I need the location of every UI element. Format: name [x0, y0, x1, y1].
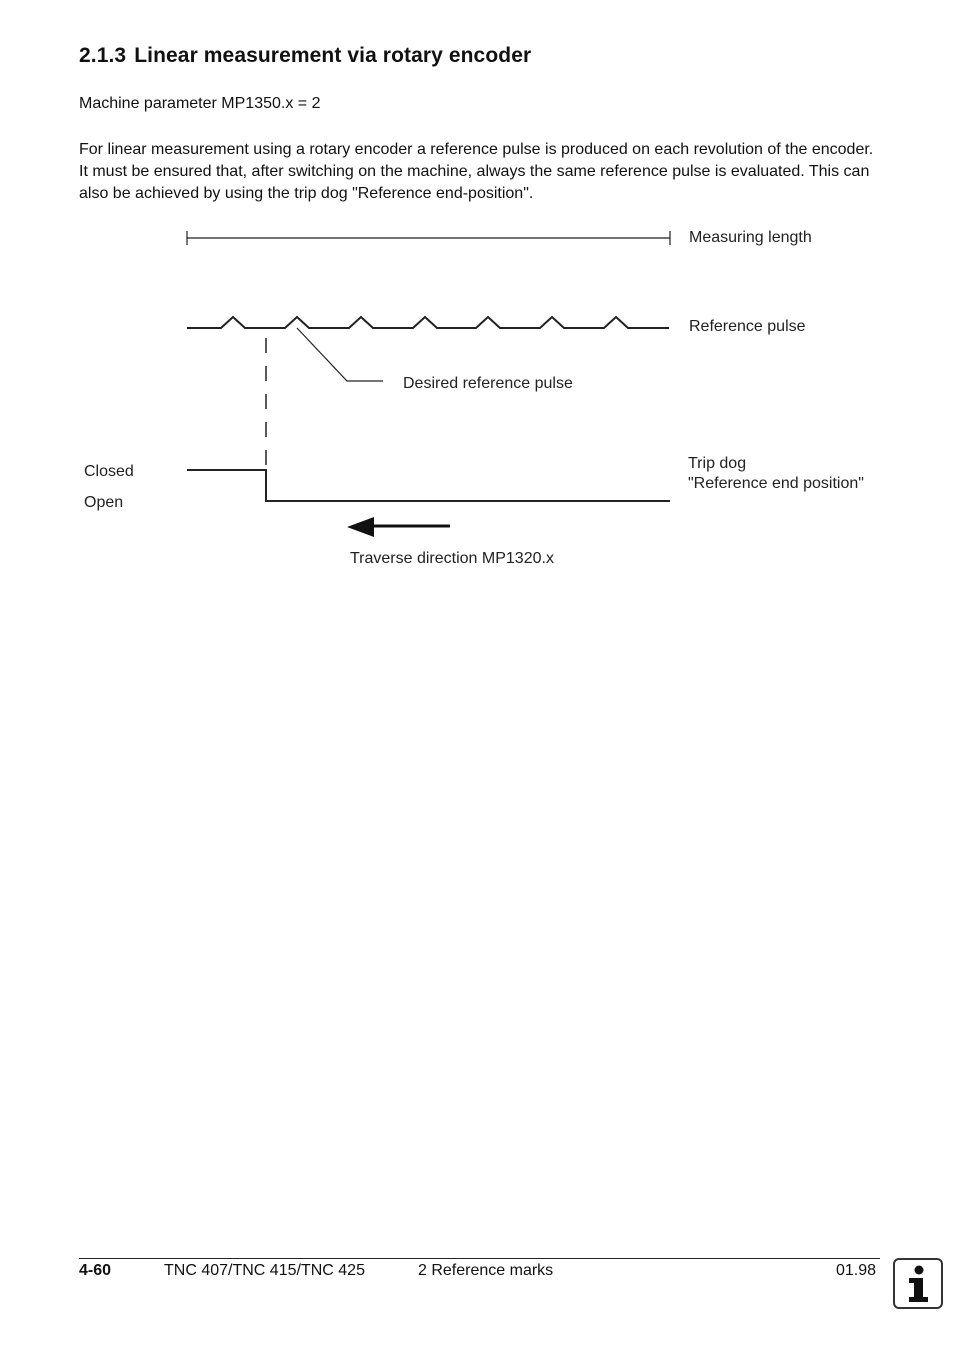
reference-pulse-label: Reference pulse: [689, 318, 806, 335]
traverse-arrow-icon: [347, 517, 450, 537]
desired-reference-pulse-label: Desired reference pulse: [403, 375, 573, 392]
reference-pulse-signal: [187, 317, 669, 328]
trip-dog-signal: [187, 470, 670, 501]
closed-label: Closed: [84, 463, 134, 480]
traverse-direction-label: Traverse direction MP1320.x: [350, 550, 554, 567]
footer-page-number: 4-60: [79, 1262, 112, 1279]
machine-parameter: Machine parameter MP1350.x = 2: [79, 95, 321, 112]
footer-model: TNC 407/TNC 415/TNC 425: [164, 1262, 365, 1279]
info-glyph: [895, 1260, 941, 1307]
measuring-length-label: Measuring length: [689, 229, 812, 246]
section-number: 2.1.3: [79, 44, 127, 67]
section-title: Linear measurement via rotary encoder: [134, 44, 532, 67]
trip-dog-label: Trip dog: [688, 455, 747, 472]
desired-pulse-leader: [297, 328, 383, 381]
footer-chapter: 2 Reference marks: [418, 1262, 554, 1279]
footer-date: 01.98: [836, 1262, 877, 1279]
body-paragraph: For linear measurement using a rotary encoder a reference pulse is produced on each revolution of the encoder. It must be ensured that, after switching on the machine, always the same reference pulse is evaluated. This can also be achieved by using the trip dog "Reference end-position".: [79, 141, 874, 202]
measuring-length-dimension: [187, 231, 670, 245]
open-label: Open: [84, 494, 124, 511]
reference-pulse-diagram: [0, 0, 954, 600]
trip-dog-subtitle: "Reference end position": [688, 475, 864, 492]
info-icon: [893, 1258, 943, 1309]
footer-rule: [79, 1258, 880, 1259]
